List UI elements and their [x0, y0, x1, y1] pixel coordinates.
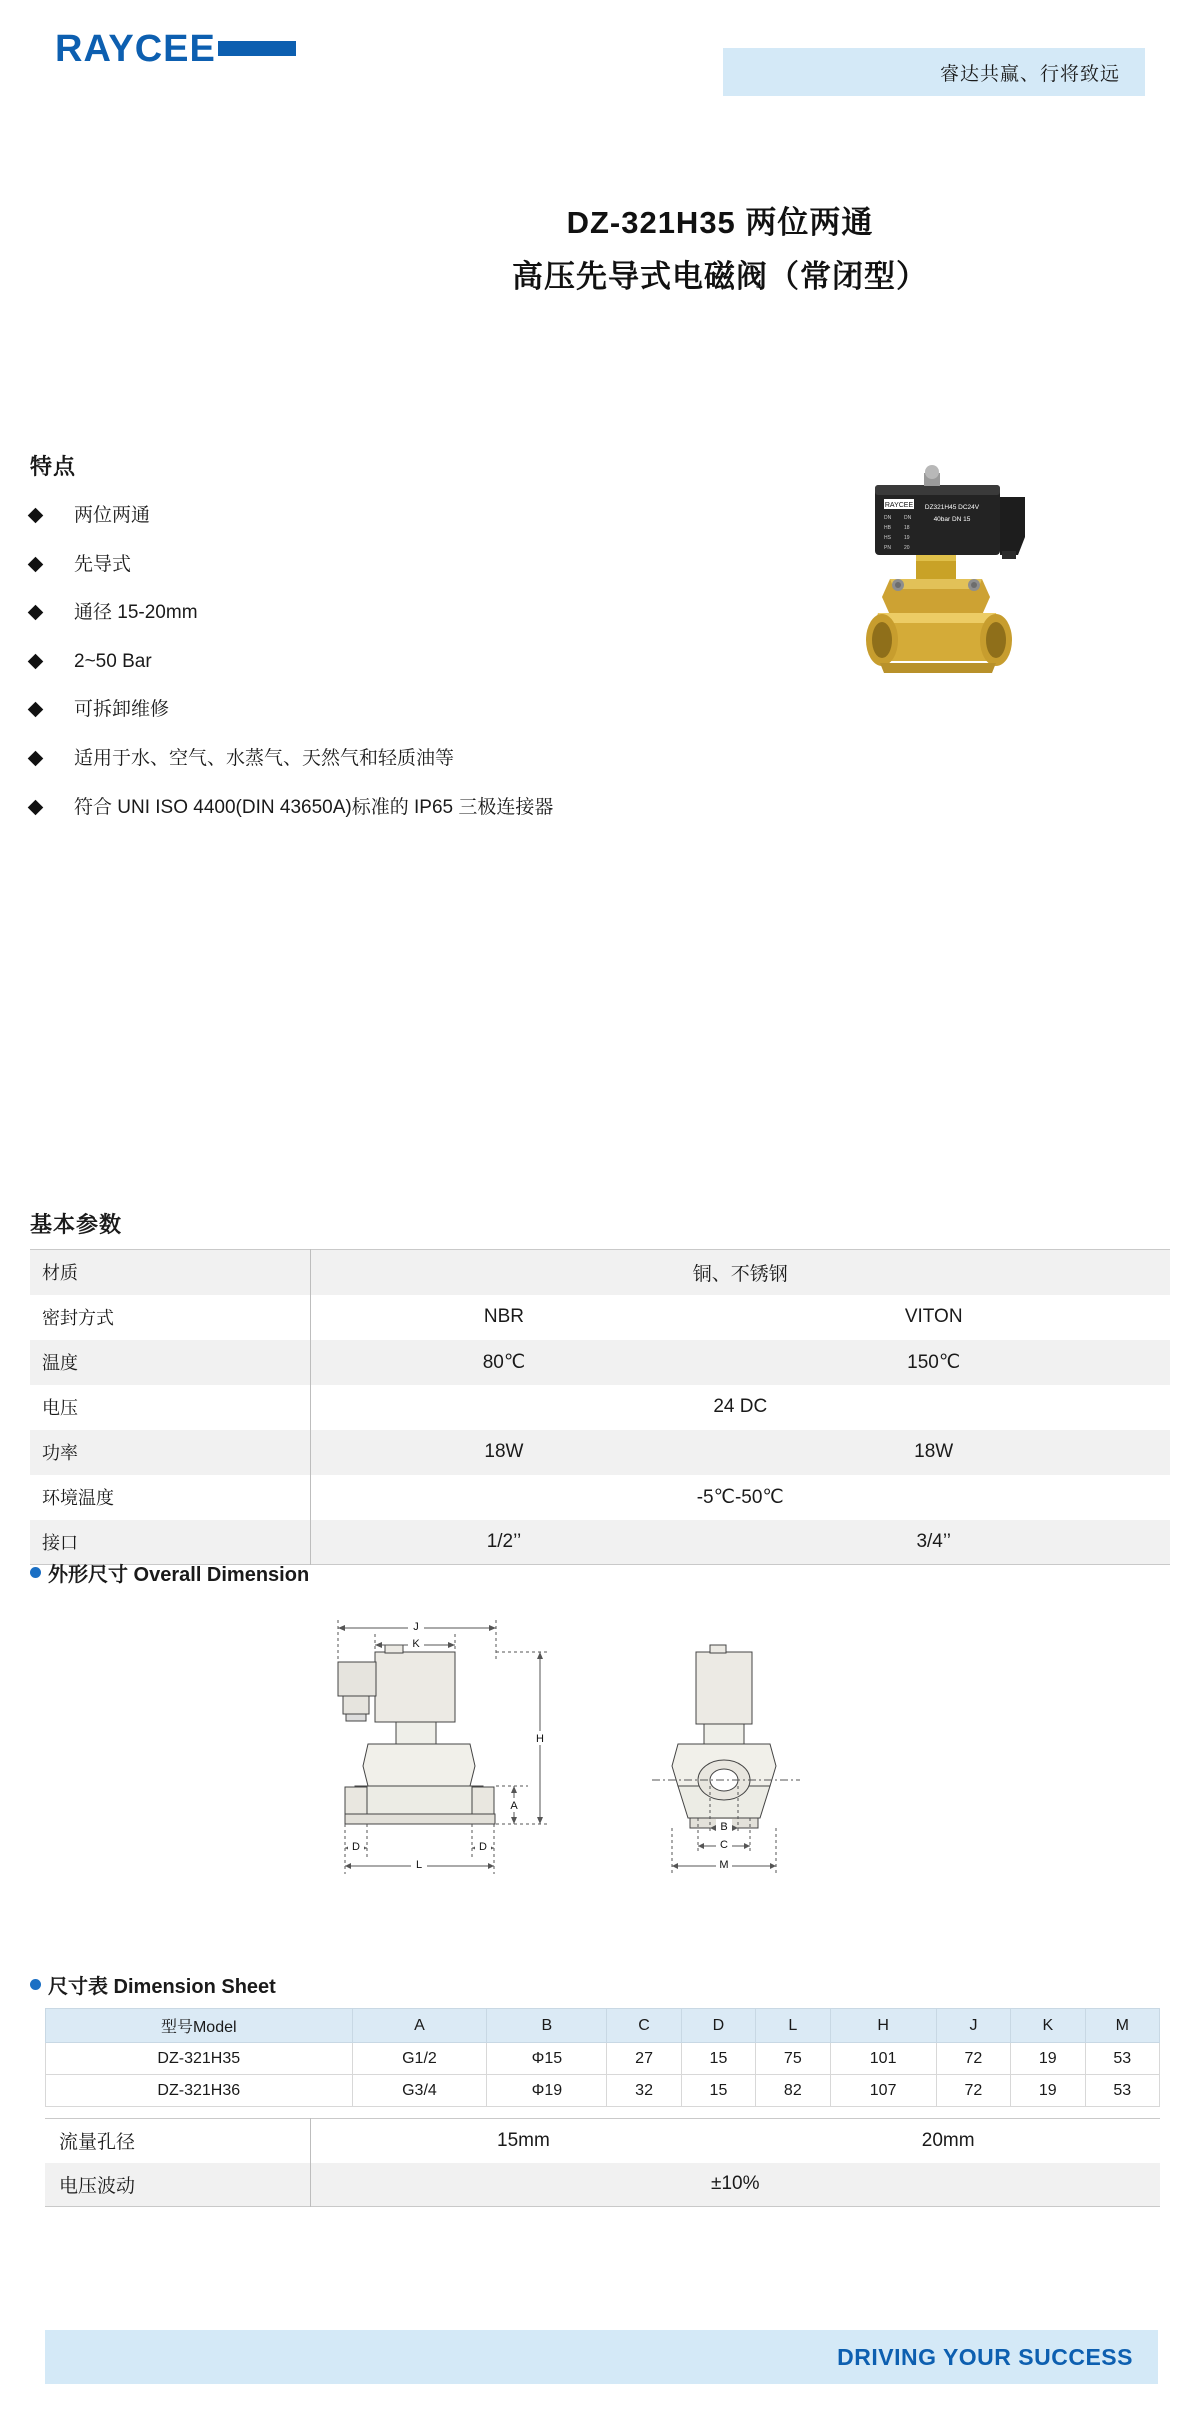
table-row [45, 2119, 1160, 2163]
feature-list-item [30, 746, 790, 773]
table-row [30, 1385, 1170, 1430]
param-value: 铜、不锈钢 [310, 1250, 1170, 1295]
col-header-m: M [1085, 2009, 1160, 2043]
table-row [46, 2043, 1160, 2075]
features-section [30, 450, 790, 821]
page-title [0, 196, 1200, 305]
page-title-line-1: DZ-321H35 两位两通 [566, 205, 874, 240]
svg-text:18: 18 [904, 525, 910, 531]
param-value-2: 18W [697, 1430, 1170, 1475]
cell-c: 27 [607, 2043, 681, 2075]
svg-text:DN: DN [884, 515, 892, 521]
header-slogan-banner [723, 48, 1145, 96]
logo-text: RAYCEE [55, 28, 216, 70]
svg-text:DZ321H45 DC24V: DZ321H45 DC24V [924, 504, 980, 511]
diamond-bullet-icon [28, 654, 44, 670]
param-value-1: 80℃ [310, 1340, 697, 1385]
circle-bullet-icon [30, 1979, 41, 1990]
dimension-sheet-section [45, 2008, 1160, 2107]
cell-m: 53 [1085, 2075, 1160, 2107]
feature-list-item [30, 697, 790, 724]
diamond-bullet-icon [28, 556, 44, 572]
cell-a: G3/4 [352, 2075, 487, 2107]
svg-text:C: C [720, 1839, 728, 1851]
col-header-c: C [607, 2009, 681, 2043]
param-label: 材质 [30, 1250, 310, 1295]
feature-label: 可拆卸维修 [74, 699, 170, 721]
diamond-bullet-icon [28, 605, 44, 621]
col-header-d: D [681, 2009, 755, 2043]
cell-b: Φ19 [487, 2075, 607, 2107]
svg-text:DN: DN [904, 515, 912, 521]
page-title-line-2: 高压先导式电磁阀（常闭型） [512, 259, 928, 295]
col-header-a: A [352, 2009, 487, 2043]
feature-list-item [30, 649, 790, 676]
dimension-sheet-table [45, 2008, 1160, 2107]
cell-k: 19 [1011, 2043, 1085, 2075]
svg-text:M: M [719, 1859, 729, 1871]
cell-a: G1/2 [352, 2043, 487, 2075]
cell-d: 15 [681, 2043, 755, 2075]
svg-text:RAYCEE: RAYCEE [884, 502, 914, 509]
flow-parameters-table [45, 2118, 1160, 2207]
svg-text:HB: HB [884, 525, 891, 531]
cell-l: 75 [756, 2043, 830, 2075]
cell-b: Φ15 [487, 2043, 607, 2075]
param-value-2: VITON [697, 1295, 1170, 1340]
feature-label: 先导式 [74, 553, 132, 575]
features-heading: 特点 [30, 454, 77, 479]
flow-value-1: 15mm [310, 2119, 736, 2163]
feature-label: 两位两通 [74, 505, 151, 526]
cell-l: 82 [756, 2075, 830, 2107]
flow-label: 电压波动 [45, 2163, 310, 2207]
feature-list-item [30, 503, 790, 530]
diamond-bullet-icon [28, 751, 44, 767]
param-label: 温度 [30, 1340, 310, 1385]
col-header-h: H [830, 2009, 936, 2043]
cell-model: DZ-321H35 [46, 2043, 353, 2075]
param-label: 密封方式 [30, 1295, 310, 1340]
table-row [30, 1340, 1170, 1385]
param-value-2: 150℃ [697, 1340, 1170, 1385]
table-row [30, 1250, 1170, 1295]
params-heading: 基本参数 [30, 1212, 123, 1237]
table-row [30, 1475, 1170, 1520]
flow-value-2: 20mm [736, 2119, 1160, 2163]
cell-m: 53 [1085, 2043, 1160, 2075]
svg-text:L: L [415, 1859, 423, 1871]
param-value: 24 DC [310, 1385, 1170, 1430]
diamond-bullet-icon [28, 702, 44, 718]
col-header-l: L [756, 2009, 830, 2043]
header-slogan-text: 睿达共赢、行将致远 [939, 63, 1120, 85]
svg-text:20: 20 [904, 545, 910, 551]
svg-text:19: 19 [904, 535, 910, 541]
param-label: 环境温度 [30, 1475, 310, 1520]
flow-value: ±10% [310, 2163, 1160, 2207]
param-value-1: 18W [310, 1430, 697, 1475]
cell-c: 32 [607, 2075, 681, 2107]
table-row [30, 1430, 1170, 1475]
param-label: 功率 [30, 1430, 310, 1475]
diamond-bullet-icon [28, 508, 44, 524]
param-value-2: 3/4’’ [697, 1520, 1170, 1565]
flow-label: 流量孔径 [45, 2119, 310, 2163]
param-value: -5℃-50℃ [310, 1475, 1170, 1520]
svg-text:K: K [412, 1638, 420, 1650]
company-logo [55, 28, 296, 71]
circle-bullet-icon [30, 1567, 41, 1578]
col-header-k: K [1011, 2009, 1085, 2043]
cell-j: 72 [936, 2043, 1010, 2075]
table-header-row [46, 2009, 1160, 2043]
overall-dimension-heading [30, 1558, 309, 1587]
overall-dimension-label: 外形尺寸 Overall Dimension [48, 1564, 310, 1586]
page-header [0, 0, 1200, 130]
feature-label: 适用于水、空气、水蒸气、天然气和轻质油等 [74, 747, 455, 769]
svg-text:D: D [479, 1841, 487, 1853]
cell-d: 15 [681, 2075, 755, 2107]
dimension-sheet-label: 尺寸表 Dimension Sheet [48, 1976, 276, 1998]
feature-label: 2~50 Bar [74, 650, 152, 672]
col-header-model: 型号Model [46, 2009, 353, 2043]
cell-model: DZ-321H36 [46, 2075, 353, 2107]
svg-text:H: H [536, 1733, 544, 1745]
dimension-sheet-heading [30, 1970, 276, 1999]
feature-label: 通径 15-20mm [74, 602, 198, 624]
cell-k: 19 [1011, 2075, 1085, 2107]
page-footer [45, 2330, 1158, 2384]
basic-parameters-table [30, 1249, 1170, 1565]
product-photo [820, 455, 1120, 735]
footer-slogan: DRIVING YOUR SUCCESS [837, 2343, 1133, 2370]
col-header-b: B [487, 2009, 607, 2043]
flow-parameters-section [45, 2118, 1160, 2207]
cell-h: 101 [830, 2043, 936, 2075]
param-label: 接口 [30, 1520, 310, 1565]
logo-bar-icon [218, 41, 296, 56]
cell-j: 72 [936, 2075, 1010, 2107]
feature-list-item [30, 552, 790, 579]
cell-h: 107 [830, 2075, 936, 2107]
svg-text:40bar DN 15: 40bar DN 15 [933, 516, 971, 523]
param-value-1: 1/2’’ [310, 1520, 697, 1565]
dimension-drawing [300, 1590, 920, 1990]
svg-text:PN: PN [884, 545, 891, 551]
basic-parameters-section [30, 1208, 1170, 1565]
table-row [30, 1295, 1170, 1340]
table-row [45, 2163, 1160, 2207]
svg-text:J: J [413, 1621, 419, 1633]
feature-list-item [30, 600, 790, 627]
param-value-1: NBR [310, 1295, 697, 1340]
table-row [46, 2075, 1160, 2107]
param-label: 电压 [30, 1385, 310, 1430]
diamond-bullet-icon [28, 799, 44, 815]
feature-list-item [30, 795, 790, 822]
feature-label: 符合 UNI ISO 4400(DIN 43650A)标准的 IP65 三极连接器 [74, 796, 554, 818]
svg-text:A: A [510, 1800, 518, 1812]
svg-text:HS: HS [884, 535, 891, 541]
svg-text:D: D [352, 1841, 360, 1853]
col-header-j: J [936, 2009, 1010, 2043]
svg-text:B: B [720, 1821, 728, 1833]
